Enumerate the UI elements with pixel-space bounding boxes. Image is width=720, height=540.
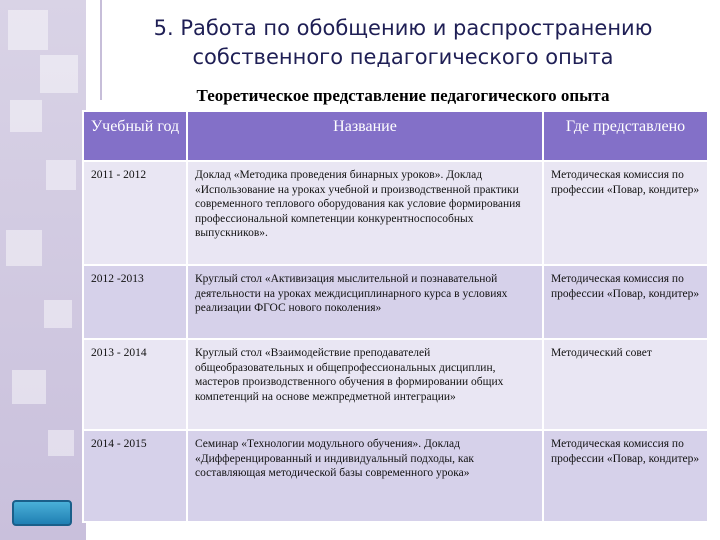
cell-name: Круглый стол «Взаимодействие преподавателей общеобразовательных и общепрофессиональных дисциплин, мастеров производственного обучения в формировании общих компетенций на основе межпредметной интеграции» bbox=[187, 339, 543, 430]
table-row bbox=[83, 339, 708, 430]
table-row bbox=[83, 430, 708, 522]
decor-square bbox=[46, 160, 76, 190]
cell-year: 2013 - 2014 bbox=[83, 339, 187, 430]
slide-title-line1: 5. Работа по обобщению и распространению bbox=[153, 16, 653, 40]
cell-where: Методический совет bbox=[543, 339, 708, 430]
cell-name: Круглый стол «Активизация мыслительной и познавательной деятельности на уроках междисциплинарного курса в условиях реализации ФГОС нового поколения» bbox=[187, 265, 543, 339]
decor-square bbox=[40, 55, 78, 93]
decor-square bbox=[48, 430, 74, 456]
decor-square bbox=[6, 230, 42, 266]
decor-square bbox=[44, 300, 72, 328]
header-name: Название bbox=[187, 111, 543, 161]
decor-square bbox=[10, 100, 42, 132]
decor-square bbox=[8, 10, 48, 50]
header-where: Где представлено bbox=[543, 111, 708, 161]
slide-subtitle: Теоретическое представление педагогического опыта bbox=[196, 86, 610, 105]
slide-title bbox=[86, 14, 720, 72]
slide-title-line2: собственного педагогического опыта bbox=[192, 45, 614, 69]
decor-square bbox=[12, 370, 46, 404]
nav-button[interactable] bbox=[12, 500, 72, 526]
cell-name: Доклад «Методика проведения бинарных уроков». Доклад «Использование на уроках учебной и производственной практики современного теплового оборудования как условие формирования профессиональной компетенции конкурентноспособных выпускников». bbox=[187, 161, 543, 265]
cell-year: 2011 - 2012 bbox=[83, 161, 187, 265]
experience-table bbox=[82, 110, 709, 523]
cell-where: Методическая комиссия по профессии «Повар, кондитер» bbox=[543, 430, 708, 522]
table-row bbox=[83, 161, 708, 265]
decorative-sidebar bbox=[0, 0, 86, 540]
cell-year: 2014 - 2015 bbox=[83, 430, 187, 522]
header-year: Учебный год bbox=[83, 111, 187, 161]
cell-name: Семинар «Технологии модульного обучения». Доклад «Дифференцированный и индивидуальный подходы, как составляющая методической базы современного урока» bbox=[187, 430, 543, 522]
table-header-row bbox=[83, 111, 708, 161]
cell-year: 2012 -2013 bbox=[83, 265, 187, 339]
cell-where: Методическая комиссия по профессии «Повар, кондитер» bbox=[543, 161, 708, 265]
table-row bbox=[83, 265, 708, 339]
cell-where: Методическая комиссия по профессии «Повар, кондитер» bbox=[543, 265, 708, 339]
